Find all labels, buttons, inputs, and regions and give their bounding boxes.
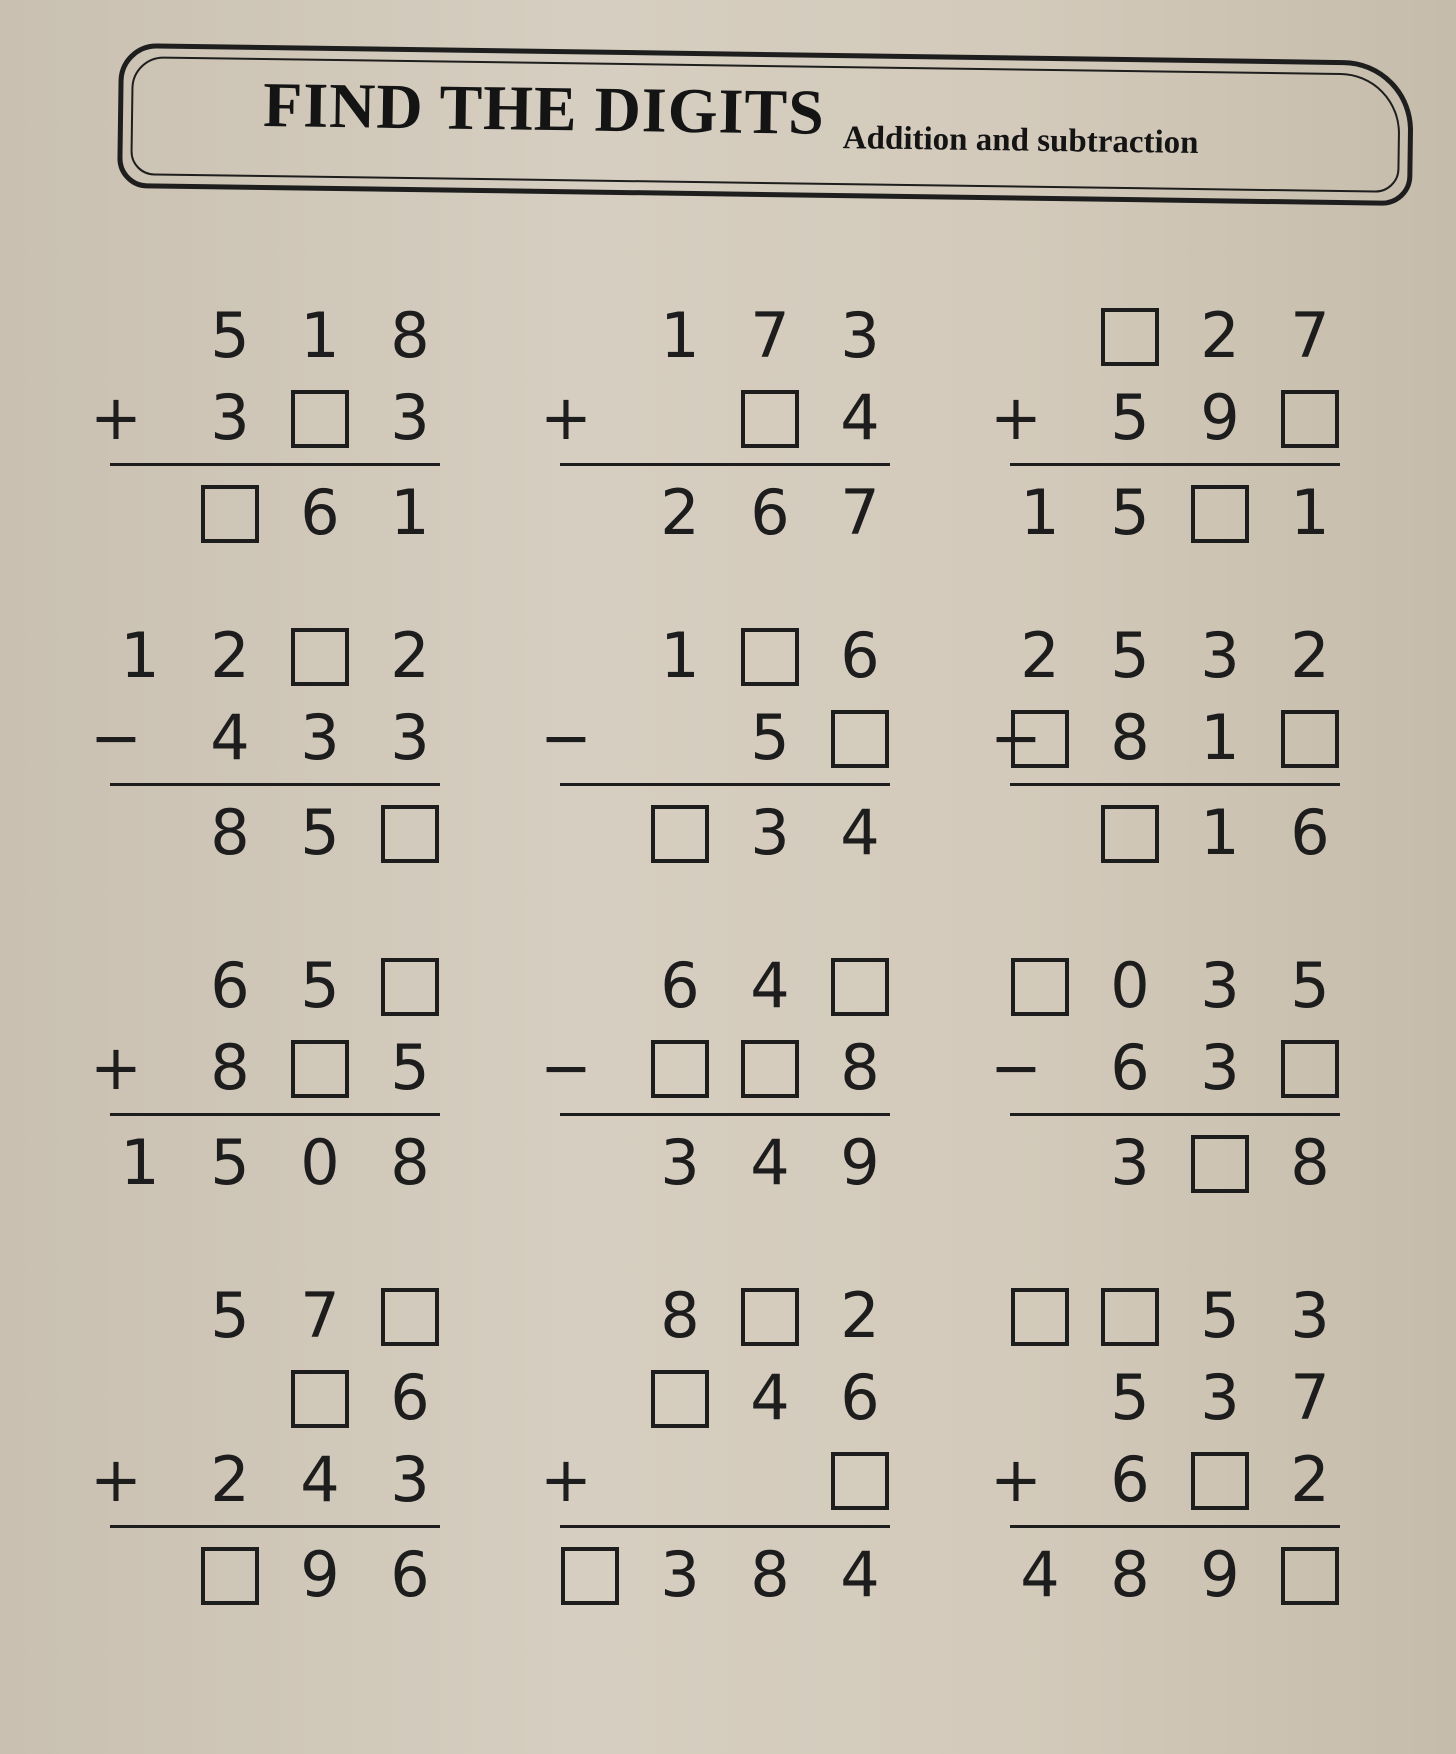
missing-digit-box[interactable] [291,1370,349,1428]
digit: 2 [840,1279,880,1352]
digit: 5 [210,1279,250,1352]
problem-8 [540,945,920,1204]
missing-digit-box[interactable] [741,628,799,686]
problem-10 [90,1275,470,1616]
answer-row [1010,792,1370,874]
missing-digit-box[interactable] [381,1288,439,1346]
digit: 2 [210,1443,250,1516]
missing-digit-box[interactable] [381,805,439,863]
digit: 6 [840,619,880,692]
problem-2 [540,295,920,554]
digit: 1 [1020,476,1060,549]
digit: 7 [1290,299,1330,372]
addend-row [540,1027,920,1109]
addend-row [90,697,470,779]
problem-5 [540,615,920,874]
addend-row [90,377,470,459]
problem-1 [90,295,470,554]
addend-row [990,377,1370,459]
plus-sign: + [540,381,592,454]
addend-row [1010,615,1370,697]
answer-row [1010,1534,1370,1616]
digit: 1 [660,619,700,692]
problem-9 [990,945,1370,1204]
answer-row [560,472,920,554]
digit: 2 [210,619,250,692]
missing-digit-box[interactable] [831,1452,889,1510]
digit: 5 [750,701,790,774]
digit: 3 [390,381,430,454]
digit: 9 [840,1126,880,1199]
digit: 6 [390,1538,430,1611]
minus-sign: − [540,701,592,774]
sum-line [1010,463,1340,466]
problem-3 [990,295,1370,554]
missing-digit-box[interactable] [381,958,439,1016]
digit: 2 [1200,299,1240,372]
digit: 6 [1110,1031,1150,1104]
answer-row [1010,1122,1370,1204]
answer-row [110,472,470,554]
answer-row [560,1122,920,1204]
digit: 8 [1290,1126,1330,1199]
addend-row [110,615,470,697]
plus-sign: + [540,1443,592,1516]
addend-row [90,1439,470,1521]
digit: 1 [660,299,700,372]
digit: 4 [300,1443,340,1516]
plus-sign: + [90,381,142,454]
digit: 5 [1290,949,1330,1022]
addend-row [560,1275,920,1357]
sum-line [560,463,890,466]
digit: 8 [660,1279,700,1352]
digit: 1 [300,299,340,372]
sum-line [110,783,440,786]
addend-row [110,1275,470,1357]
digit: 1 [120,619,160,692]
problem-12 [990,1275,1370,1616]
addend-row [1010,1357,1370,1439]
digit: 8 [840,1031,880,1104]
digit: 4 [750,1361,790,1434]
missing-digit-box[interactable] [1191,1452,1249,1510]
digit: 6 [1110,1443,1150,1516]
sum-line [1010,1525,1340,1528]
missing-digit-box[interactable] [201,1547,259,1605]
addend-row [560,945,920,1027]
sum-line [110,1113,440,1116]
missing-digit-box[interactable] [741,1040,799,1098]
plus-sign: + [90,1443,142,1516]
missing-digit-box[interactable] [1011,958,1069,1016]
digit: 7 [840,476,880,549]
problem-4 [90,615,470,874]
digit: 3 [1110,1126,1150,1199]
minus-sign: − [990,1031,1042,1104]
digit: 3 [1200,619,1240,692]
missing-digit-box[interactable] [1191,485,1249,543]
digit: 7 [300,1279,340,1352]
addend-row [540,697,920,779]
digit: 3 [1290,1279,1330,1352]
digit: 4 [1020,1538,1060,1611]
missing-digit-box[interactable] [1101,1288,1159,1346]
plus-sign: + [990,1443,1042,1516]
digit: 9 [1200,381,1240,454]
digit: 8 [390,1126,430,1199]
addend-row [560,1357,920,1439]
digit: 9 [1200,1538,1240,1611]
addend-row [990,1027,1370,1109]
page-subtitle: Addition and subtraction [842,120,1199,162]
missing-digit-box[interactable] [561,1547,619,1605]
missing-digit-box[interactable] [1281,710,1339,768]
digit: 8 [390,299,430,372]
minus-sign: − [90,701,142,774]
digit: 3 [210,381,250,454]
sum-line [1010,783,1340,786]
digit: 3 [840,299,880,372]
minus-sign: − [990,701,1042,774]
addend-row [110,1357,470,1439]
digit: 5 [210,299,250,372]
digit: 5 [1110,476,1150,549]
digit: 8 [210,1031,250,1104]
digit: 5 [300,949,340,1022]
problem-7 [90,945,470,1204]
digit: 3 [1200,1031,1240,1104]
addend-row [1010,295,1370,377]
digit: 3 [1200,1361,1240,1434]
answer-row [1010,472,1370,554]
digit: 6 [750,476,790,549]
digit: 1 [120,1126,160,1199]
sum-line [110,463,440,466]
addend-row [560,615,920,697]
digit: 3 [1200,949,1240,1022]
answer-row [110,1122,470,1204]
minus-sign: − [540,1031,592,1104]
digit: 6 [840,1361,880,1434]
missing-digit-box[interactable] [1281,1040,1339,1098]
missing-digit-box[interactable] [201,485,259,543]
digit: 6 [660,949,700,1022]
digit: 8 [210,796,250,869]
digit: 3 [390,701,430,774]
missing-digit-box[interactable] [651,805,709,863]
missing-digit-box[interactable] [741,390,799,448]
sum-line [560,783,890,786]
missing-digit-box[interactable] [1011,1288,1069,1346]
digit: 3 [660,1126,700,1199]
digit: 1 [1200,701,1240,774]
digit: 7 [750,299,790,372]
digit: 6 [1290,796,1330,869]
addend-row [540,1439,920,1521]
digit: 0 [1110,949,1150,1022]
digit: 4 [750,1126,790,1199]
digit: 1 [390,476,430,549]
missing-digit-box[interactable] [291,1040,349,1098]
digit: 3 [300,701,340,774]
digit: 5 [390,1031,430,1104]
missing-digit-box[interactable] [291,390,349,448]
digit: 4 [210,701,250,774]
digit: 9 [300,1538,340,1611]
addend-row [540,377,920,459]
digit: 5 [1110,619,1150,692]
digit: 4 [750,949,790,1022]
answer-row [560,792,920,874]
digit: 4 [840,1538,880,1611]
digit: 5 [300,796,340,869]
digit: 3 [660,1538,700,1611]
digit: 0 [300,1126,340,1199]
digit: 8 [1110,701,1150,774]
problem-11 [540,1275,920,1616]
digit: 7 [1290,1361,1330,1434]
digit: 8 [1110,1538,1150,1611]
missing-digit-box[interactable] [1281,390,1339,448]
missing-digit-box[interactable] [1191,1135,1249,1193]
missing-digit-box[interactable] [1101,308,1159,366]
digit: 4 [840,796,880,869]
digit: 5 [1110,381,1150,454]
digit: 6 [210,949,250,1022]
plus-sign: + [90,1031,142,1104]
digit: 5 [1110,1361,1150,1434]
answer-row [560,1534,920,1616]
digit: 2 [390,619,430,692]
digit: 8 [750,1538,790,1611]
problem-6 [990,615,1370,874]
addend-row [990,1439,1370,1521]
plus-sign: + [990,381,1042,454]
digit: 3 [390,1443,430,1516]
digit: 6 [390,1361,430,1434]
digit: 1 [1200,796,1240,869]
title-banner [117,43,1414,206]
digit: 6 [300,476,340,549]
sum-line [560,1113,890,1116]
sum-line [560,1525,890,1528]
digit: 2 [660,476,700,549]
missing-digit-box[interactable] [291,628,349,686]
addend-row [1010,945,1370,1027]
missing-digit-box[interactable] [1281,1547,1339,1605]
digit: 2 [1290,1443,1330,1516]
missing-digit-box[interactable] [651,1370,709,1428]
answer-row [110,1534,470,1616]
missing-digit-box[interactable] [651,1040,709,1098]
sum-line [110,1525,440,1528]
missing-digit-box[interactable] [831,710,889,768]
missing-digit-box[interactable] [1101,805,1159,863]
digit: 3 [750,796,790,869]
digit: 5 [210,1126,250,1199]
sum-line [1010,1113,1340,1116]
addend-row [90,1027,470,1109]
addend-row [560,295,920,377]
addend-row [110,945,470,1027]
addend-row [990,697,1370,779]
digit: 4 [840,381,880,454]
missing-digit-box[interactable] [741,1288,799,1346]
addend-row [1010,1275,1370,1357]
digit: 1 [1290,476,1330,549]
page-title: FIND THE DIGITS [262,68,826,148]
digit: 2 [1020,619,1060,692]
digit: 2 [1290,619,1330,692]
answer-row [110,792,470,874]
digit: 5 [1200,1279,1240,1352]
addend-row [110,295,470,377]
missing-digit-box[interactable] [831,958,889,1016]
